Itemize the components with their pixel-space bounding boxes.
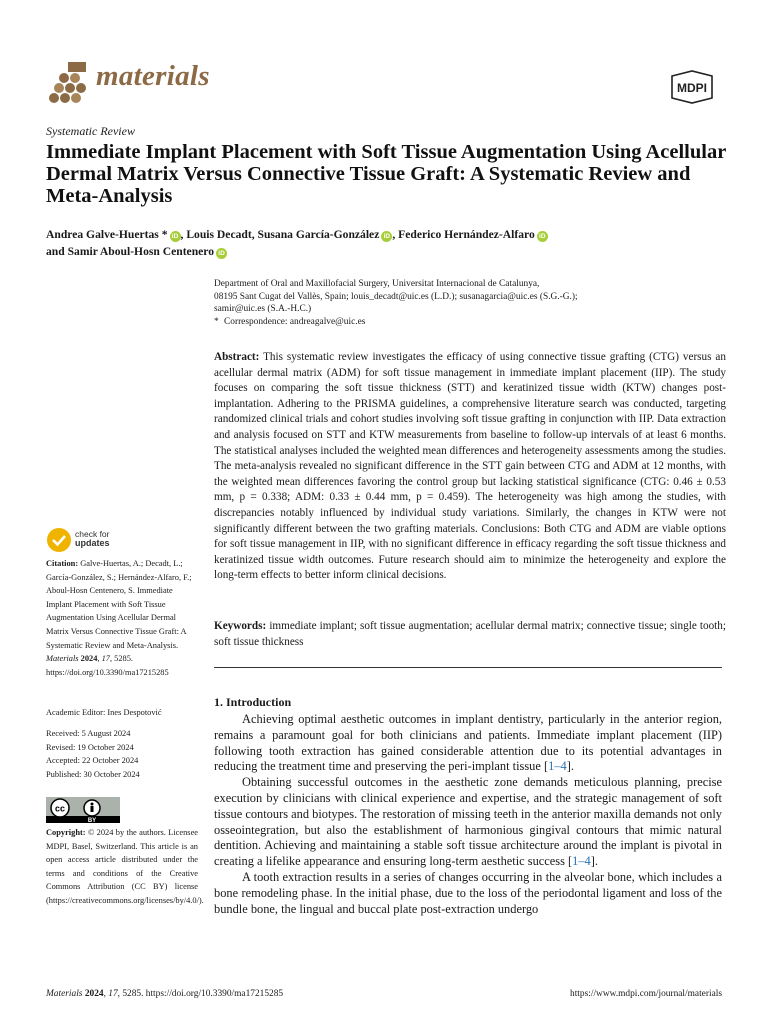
footer-citation: Materials 2024, 17, 5285. https://doi.org/10.3390/ma17215285 <box>46 989 284 999</box>
cc-text: cc <box>54 803 66 814</box>
paragraph: Achieving optimal aesthetic outcomes in implant dentistry, particularly in the anterior region, remains a paramount goal for both clinicians and patients. Immediate implant placement (IIP) following tooth extraction has gained considerable attention due to its potential advantages in reducing the treatment time and preserving the peri-implant tissue [1–4]. <box>214 712 722 774</box>
check-for-updates-button[interactable] <box>46 527 166 557</box>
footer-journal-url[interactable]: https://www.mdpi.com/journal/materials <box>570 989 722 999</box>
footer-volume: 17 <box>108 989 118 999</box>
received-date: Received: 5 August 2024 <box>46 729 131 738</box>
author-name[interactable]: Andrea Galve-Huertas * <box>46 228 168 241</box>
cc-by-license-icon[interactable] <box>46 797 120 823</box>
citation-link[interactable]: 1–4 <box>548 759 567 774</box>
citation-block: Citation: Galve-Huertas, A.; Decadt, L.; García-González, S.; Hernández-Alfaro, F.; Aboul-Hosn Centenero, S. Immediate Implant Placement with Soft Tissue Augmentation Using Acellular Dermal Matrix Versus Connective Tissue Graft: A Systematic Review and Meta-Analysis. Materials 2024, 17, 5285. https://doi.org/10.3390/ma17215285 <box>46 559 192 677</box>
orcid-icon[interactable]: iD <box>170 231 181 242</box>
author-separator: , <box>251 228 258 241</box>
copyright-text: © 2024 by the authors. Licensee MDPI, Basel, Switzerland. This article is an open access article distributed under the terms and conditions of the Creative Commons Attribution (CC BY) license (https://creativecommons.org/licenses/by/4.0/). <box>46 828 204 905</box>
section-heading: 1. Introduction <box>214 695 292 709</box>
author-name[interactable]: Louis Decadt <box>186 228 252 241</box>
affiliation-block <box>214 278 726 328</box>
article-type: Systematic Review <box>46 124 135 138</box>
author-name[interactable]: Susana García-González <box>257 228 380 241</box>
author-separator: , <box>392 228 399 241</box>
affiliation-line: Department of Oral and Maxillofacial Surgery, Universitat Internacional de Catalunya, <box>214 279 540 289</box>
published-date: Published: 30 October 2024 <box>46 769 140 779</box>
author-separator: , <box>180 228 187 241</box>
citation-year: 2024 <box>80 654 98 664</box>
author-name[interactable]: Federico Hernández-Alfaro <box>398 228 535 241</box>
citation-label: Citation: <box>46 559 79 568</box>
orcid-icon[interactable]: iD <box>537 231 548 242</box>
keywords <box>214 619 726 650</box>
affiliation-line: samir@uic.es (S.A.-H.C.) <box>214 304 312 314</box>
by-text: BY <box>87 818 97 823</box>
academic-editor: Academic Editor: Ines Despotović <box>46 708 162 717</box>
author-and: and <box>46 245 68 258</box>
citation-text: Galve-Huertas, A.; Decadt, L.; García-González, S.; Hernández-Alfaro, F.; Aboul-Hosn Centenero, S. Immediate Implant Placement with Soft Tissue Augmentation Using Acellular Dermal Matrix Versus Connective Tissue Graft: A Systematic Review and Meta-Analysis. <box>46 559 192 650</box>
dates-block <box>46 727 198 781</box>
journal-logo-icon <box>46 60 88 104</box>
mdpi-logo-text: MDPI <box>677 81 707 95</box>
copyright-label: Copyright: <box>46 828 86 837</box>
orcid-icon[interactable]: iD <box>216 248 227 259</box>
check-updates-icon <box>46 527 72 553</box>
section-divider <box>214 667 722 668</box>
revised-date: Revised: 19 October 2024 <box>46 742 134 752</box>
journal-name: materials <box>96 60 210 92</box>
citation-volume: 17 <box>101 654 110 664</box>
correspondence-star: * <box>214 316 219 327</box>
accepted-date: Accepted: 22 October 2024 <box>46 756 139 766</box>
article-title: Immediate Implant Placement with Soft Tissue Augmentation Using Acellular Dermal Matrix Versus Connective Tissue Graft: A Systematic Review and Meta-Analysis <box>46 141 726 207</box>
orcid-icon[interactable]: iD <box>381 231 392 242</box>
footer-doi[interactable]: , 5285. https://doi.org/10.3390/ma17215285 <box>117 989 284 999</box>
footer-year: 2024 <box>84 989 104 999</box>
footer-journal: Materials <box>46 989 83 999</box>
correspondence-text: Correspondence: andreagalve@uic.es <box>224 316 366 327</box>
copyright-block <box>46 826 204 908</box>
paragraph: A tooth extraction results in a series of changes occurring in the alveolar bone, which includes a bone remodeling phase. In the initial phase, due to the loss of the periodontal ligament and loss of the bundle bone, the lingual and buccal plate post-extraction undergo <box>214 869 722 916</box>
abstract <box>214 350 726 584</box>
paragraph: Obtaining successful outcomes in the aesthetic zone demands meticulous planning, precise execution by clinicians with clinical experience and expertise, and the strategic management of soft tissue contours and biotypes. The restoration of missing teeth in the anterior maxilla demands not only osseointegration, but also the establishment of harmonious gingival contours that mimic natural dentition. Achieving and maintaining a stable soft tissue architecture around the implant is pivotal in creating a lifelike appearance and ensuring long-term aesthetic success [1–4]. <box>214 775 722 869</box>
abstract-text: This systematic review investigates the efficacy of using connective tissue grafting (CTG) versus an acellular dermal matrix (ADM) for soft tissue management in immediate implant placement (IIP). The study focuses on comparing the soft tissue thickness (STT) and keratinized tissue width (KTW) changes post-implantation. Adhering to the PRISMA guidelines, a comprehensive literature search was conducted, targeting randomized clinical trials and cohort studies involving soft tissue grafting in conjunction with IIP. Data extraction and analysis focused on STT and KTW measurements from baseline to follow-up intervals of at least 6 months. The statistical analyses included the weighted mean differences and heterogeneity assessments among the studies. The meta-analysis revealed no significant difference in the STT gain between CTG and ADM at 12 months, with the weighted mean differences favoring the control group but lacking statistical significance (CTG: 0.46 ± 0.53 mm, p = 0.338; ADM: 0.33 ± 0.44 mm, p = 0.459). The heterogeneity was high among the studies, with discrepancies notably influenced by individual study variations. Similarly, the changes in KTW were not significantly different between the two grafting materials. Conclusions: Both CTG and ADM are viable options for soft tissue management in IIP, with no significant difference in efficacy regarding the soft tissue thickness and keratinized tissue width outcomes. Future research should aim to minimize the heterogeneity and explore the long-term effects to better inform clinical decisions. <box>214 351 726 582</box>
author-name[interactable]: Samir Aboul-Hosn Centenero <box>67 245 215 258</box>
citation-journal: Materials <box>46 654 79 664</box>
author-list <box>46 226 726 260</box>
abstract-label: Abstract: <box>214 351 260 363</box>
check-for-label: check for <box>75 529 110 539</box>
introduction-body <box>214 712 722 917</box>
keywords-text: immediate implant; soft tissue augmentation; acellular dermal matrix; connective tissue; single tooth; soft tissue thickness <box>214 620 726 648</box>
citation-link[interactable]: 1–4 <box>572 854 591 869</box>
correspondence-line <box>214 316 726 329</box>
mdpi-logo[interactable] <box>666 70 718 104</box>
affiliation-line: 08195 Sant Cugat del Vallès, Spain; louis_decadt@uic.es (L.D.); susanagarcia@uic.es (S.G.-G.); <box>214 291 578 302</box>
citation-doi[interactable]: , 5285. https://doi.org/10.3390/ma17215285 <box>46 654 169 677</box>
keywords-label: Keywords: <box>214 620 267 632</box>
updates-label: updates <box>75 538 110 548</box>
